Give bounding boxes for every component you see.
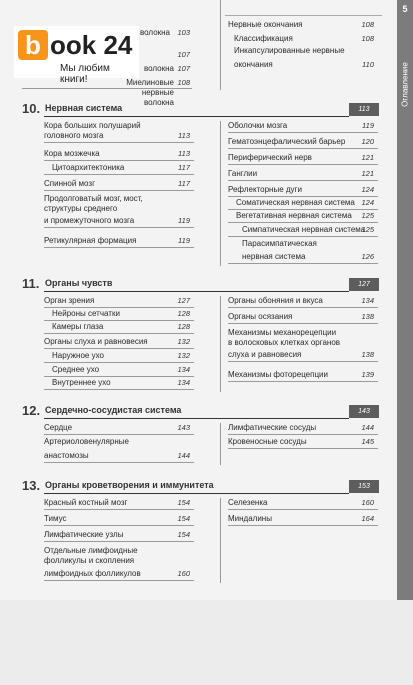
toc-entry[interactable]: волокна [143,64,174,73]
page-ref[interactable]: 108 [361,20,374,29]
row-divider [44,348,194,349]
page-ref[interactable]: 154 [177,498,190,507]
toc-entry[interactable]: головного мозга [44,131,104,140]
row-divider [44,434,194,435]
page-ref[interactable]: 119 [178,236,190,245]
section-title[interactable]: Нервная система [45,103,123,113]
section-rule [44,291,349,292]
row-divider [228,148,378,149]
section-title[interactable]: Органы кроветворения и иммунитета [45,480,214,490]
toc-entry[interactable]: Органы слуха и равновесия [44,337,148,346]
toc-entry[interactable]: Парасимпатическая [242,239,317,248]
toc-entry[interactable]: Миелиновые нервные волокна [126,78,174,107]
row-divider [44,376,194,377]
toc-entry[interactable]: Органы осязания [228,312,293,321]
top-rule [225,15,382,16]
page-ref[interactable]: 110 [362,60,374,69]
toc-entry[interactable]: и промежуточного мозга [44,216,135,225]
page-ref[interactable]: 160 [177,569,190,578]
side-tab [397,0,413,600]
column-divider [220,296,221,392]
page-ref[interactable]: 138 [361,312,374,321]
section-page-box[interactable]: 127 [349,278,379,291]
column-divider [220,121,221,266]
page-ref[interactable]: 119 [178,216,190,225]
toc-entry[interactable]: анастомозы [44,451,89,460]
row-divider [44,509,194,510]
toc-entry[interactable]: Рефлекторные дуги [228,185,302,194]
page-ref[interactable]: 107 [177,64,190,73]
section-page-box[interactable]: 113 [349,103,379,116]
page-ref[interactable]: 134 [361,296,374,305]
toc-entry[interactable]: лимфоидных фолликулов [44,569,141,578]
page-ref[interactable]: 108 [177,78,190,87]
row-divider [44,174,194,175]
page-ref[interactable]: 127 [177,296,190,305]
row-divider [44,541,194,542]
toc-entry[interactable]: Инкапсулированные нервные [234,46,345,55]
page-ref[interactable]: 154 [177,514,190,523]
page-background [0,600,413,685]
row-divider [228,222,378,223]
row-divider [228,323,378,324]
logo-slogan: Мы любим книги! [60,63,110,85]
toc-entry[interactable]: Ганглии [228,169,258,178]
section-rule [44,493,349,494]
toc-entry[interactable]: Камеры глаза [52,322,104,331]
row-divider [44,389,194,390]
row-divider [228,509,378,510]
toc-entry[interactable]: слуха и равновесия [228,350,302,359]
column-divider [220,423,221,465]
row-divider [44,160,194,161]
row-divider [44,462,194,463]
toc-entry[interactable]: Наружное ухо [52,351,104,360]
row-divider [228,434,378,435]
page-ref[interactable]: 132 [177,337,190,346]
toc-entry[interactable]: Кора мозжечка [44,149,100,158]
toc-entry[interactable]: Лимфатические сосуды [228,423,317,432]
toc-entry[interactable]: структуры среднего [44,204,118,213]
row-divider [228,525,378,526]
toc-entry[interactable]: Симпатическая нервная система [242,225,366,234]
toc-entry[interactable]: фолликулы и скопления [44,556,135,565]
toc-entry[interactable]: Ретикулярная формация [44,236,137,245]
side-tab-title: Оглавление [400,62,410,107]
toc-entry[interactable]: Механизмы механорецепции [228,328,337,337]
page-ref[interactable]: 121 [361,169,374,178]
row-divider [228,381,378,382]
toc-entry[interactable]: окончания [234,60,273,69]
section-number: 13. [22,478,41,493]
row-divider [228,180,378,181]
page-ref[interactable]: 126 [361,252,374,261]
row-divider [44,525,194,526]
toc-entry[interactable]: Сердце [44,423,73,432]
section-header[interactable] [22,101,379,117]
row-divider [228,236,378,237]
page-ref[interactable]: 145 [361,437,374,446]
page-ref[interactable]: 134 [177,365,190,374]
toc-entry[interactable]: Продолговатый мозг, мост, [44,194,143,203]
row-divider [228,307,378,308]
page-ref[interactable]: 128 [177,309,190,318]
row-divider [44,320,194,321]
row-divider [228,361,378,362]
row-divider [44,227,194,228]
page-number: 5 [402,4,408,14]
row-divider [44,307,194,308]
section-rule [44,116,349,117]
page-ref[interactable]: 108 [361,34,374,43]
page-ref[interactable]: 117 [178,179,190,188]
toc-entry[interactable]: нервная система [242,252,306,261]
row-divider [44,580,194,581]
page-ref[interactable]: 128 [177,322,190,331]
page-ref[interactable]: 144 [361,423,374,432]
page-ref[interactable]: 121 [361,153,374,162]
toc-entry[interactable]: Механизмы фоторецепции [228,370,328,379]
toc-entry[interactable]: Нервные окончания [228,20,303,29]
row-divider [228,164,378,165]
page-ref[interactable]: 119 [362,121,374,130]
column-divider [220,498,221,583]
toc-entry[interactable]: Орган зрения [44,296,95,305]
toc-entry[interactable]: Лимфатические узлы [44,530,124,539]
page-ref[interactable]: 117 [178,163,190,172]
toc-entry[interactable]: Периферический нерв [228,153,312,162]
toc-entry[interactable]: Нейроны сетчатки [52,309,120,318]
section-page-box[interactable]: 143 [349,405,379,418]
toc-entry[interactable]: Кора больших полушарий [44,121,141,130]
logo-text: ook 24 [50,30,133,60]
section-number: 10. [22,101,41,116]
row-divider [44,362,194,363]
page-ref[interactable]: 120 [361,137,374,146]
toc-entry[interactable]: Цитоархитектоника [52,163,125,172]
row-divider [22,88,192,89]
toc-entry[interactable]: Вегетативная нервная система [236,211,352,220]
toc-entry[interactable]: Селезенка [228,498,268,507]
section-rule [44,418,349,419]
row-divider [44,142,194,143]
toc-entry[interactable]: Миндалины [228,514,272,523]
page-ref[interactable]: 139 [361,370,374,379]
section-page-box[interactable]: 153 [349,480,379,493]
toc-entry[interactable]: в волосковых клетках органов [228,338,341,347]
row-divider [44,333,194,334]
toc-entry[interactable]: Кровеносные сосуды [228,437,307,446]
toc-entry[interactable]: Соматическая нервная система [236,198,355,207]
page-ref[interactable]: 138 [361,350,374,359]
logo-b-icon: b [18,30,48,60]
section-header[interactable] [22,276,379,292]
row-divider [228,196,378,197]
section-number: 11. [22,276,40,291]
toc-entry[interactable]: Внутреннее ухо [52,378,111,387]
section-header[interactable] [22,478,379,494]
toc-entry[interactable]: Спинной мозг [44,179,95,188]
page-ref[interactable]: 113 [178,149,190,158]
toc-entry[interactable]: волокна [140,28,171,37]
section-header[interactable] [22,403,379,419]
row-divider [228,132,378,133]
page-ref[interactable]: 107 [177,50,190,59]
page-ref[interactable]: 144 [177,451,190,460]
page-ref[interactable]: 164 [361,514,374,523]
page-ref[interactable]: 103 [177,28,190,37]
section-title[interactable]: Сердечно-сосудистая система [45,405,182,415]
toc-entry[interactable]: Органы обоняния и вкуса [228,296,323,305]
page-ref[interactable]: 143 [177,423,190,432]
toc-entry[interactable]: Отдельные лимфоидные [44,546,138,555]
toc-entry[interactable]: Тимус [44,514,67,523]
page-ref[interactable]: 134 [177,378,190,387]
toc-entry[interactable]: Оболочки мозга [228,121,288,130]
row-divider [228,209,378,210]
toc-entry[interactable]: Классификация [234,34,293,43]
row-divider [44,247,194,248]
row-divider [228,448,378,449]
column-divider [220,0,221,90]
toc-entry[interactable]: Гематоэнцефалический барьер [228,137,346,146]
toc-entry[interactable]: Артериоловенулярные [44,437,129,446]
row-divider [228,263,378,264]
row-divider [44,190,194,191]
page-ref[interactable]: 154 [177,530,190,539]
section-number: 12. [22,403,41,418]
page-ref[interactable]: 125 [361,211,374,220]
page-ref[interactable]: 124 [361,198,374,207]
page-ref[interactable]: 124 [361,185,374,194]
page-ref[interactable]: 113 [178,131,190,140]
section-title[interactable]: Органы чувств [45,278,113,288]
toc-entry[interactable]: Среднее ухо [52,365,100,374]
page-ref[interactable]: 132 [177,351,190,360]
toc-entry[interactable]: Красный костный мозг [44,498,128,507]
page-ref[interactable]: 125 [361,225,374,234]
page-ref[interactable]: 160 [361,498,374,507]
